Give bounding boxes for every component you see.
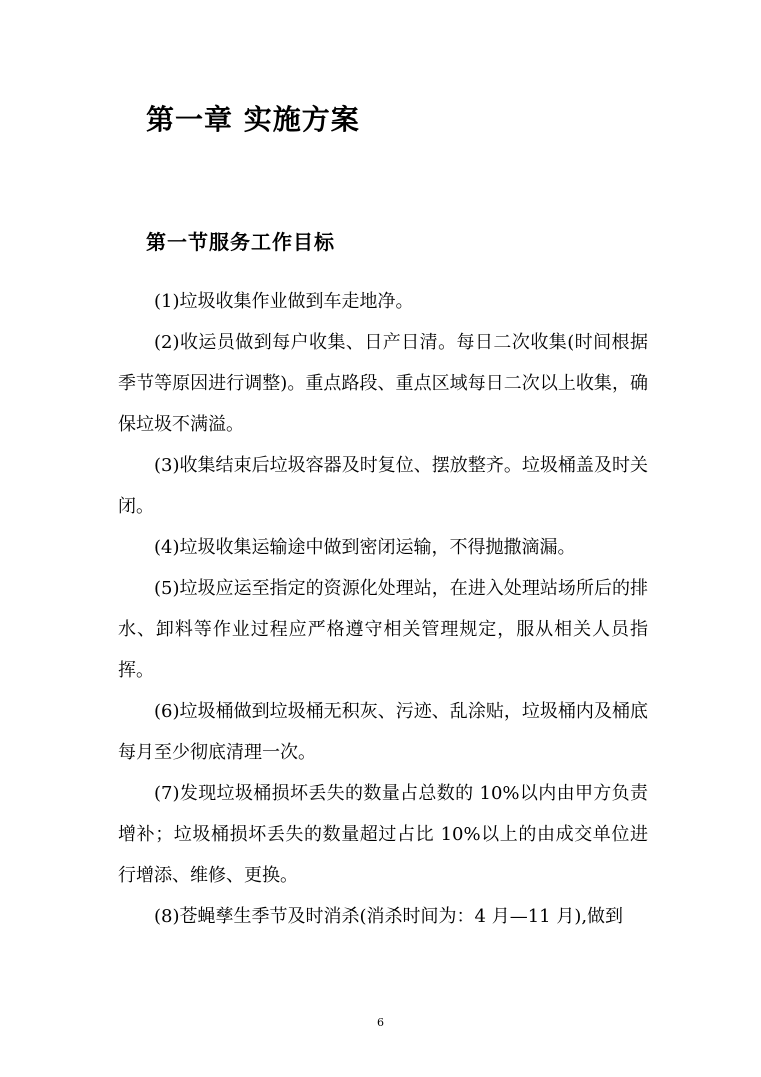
paragraph-1: (1)垃圾收集作业做到车走地净。 bbox=[154, 291, 414, 312]
chapter-title: 第一章 实施方案 bbox=[146, 103, 360, 136]
section-title: 第一节服务工作目标 bbox=[146, 230, 335, 254]
paragraph-5: (5)垃圾应运至指定的资源化处理站，在进入处理站场所后的排水、卸料等作业过程应严格遵守相关管理规定，服从相关人员指挥。 bbox=[118, 578, 648, 681]
body-text bbox=[118, 281, 648, 937]
paragraph-2: (2)收运员做到每户收集、日产日清。每日二次收集(时间根据季节等原因进行调整)。重点路段、重点区域每日二次以上收集，确保垃圾不满溢。 bbox=[118, 332, 648, 435]
page-number: 6 bbox=[377, 1016, 384, 1029]
paragraph-3: (3)收集结束后垃圾容器及时复位、摆放整齐。垃圾桶盖及时关闭。 bbox=[118, 455, 648, 517]
paragraph-7: (7)发现垃圾桶损坏丢失的数量占总数的 10%以内由甲方负责增补；垃圾桶损坏丢失的数量超过占比 10%以上的由成交单位进行增添、维修、更换。 bbox=[118, 783, 648, 886]
paragraph-6: (6)垃圾桶做到垃圾桶无积灰、污迹、乱涂贴，垃圾桶内及桶底每月至少彻底清理一次。 bbox=[118, 701, 648, 763]
paragraph-4: (4)垃圾收集运输途中做到密闭运输，不得抛撒滴漏。 bbox=[154, 537, 576, 558]
paragraph-8: (8)苍蝇孳生季节及时消杀(消杀时间为：4 月—11 月),做到 bbox=[154, 906, 624, 927]
